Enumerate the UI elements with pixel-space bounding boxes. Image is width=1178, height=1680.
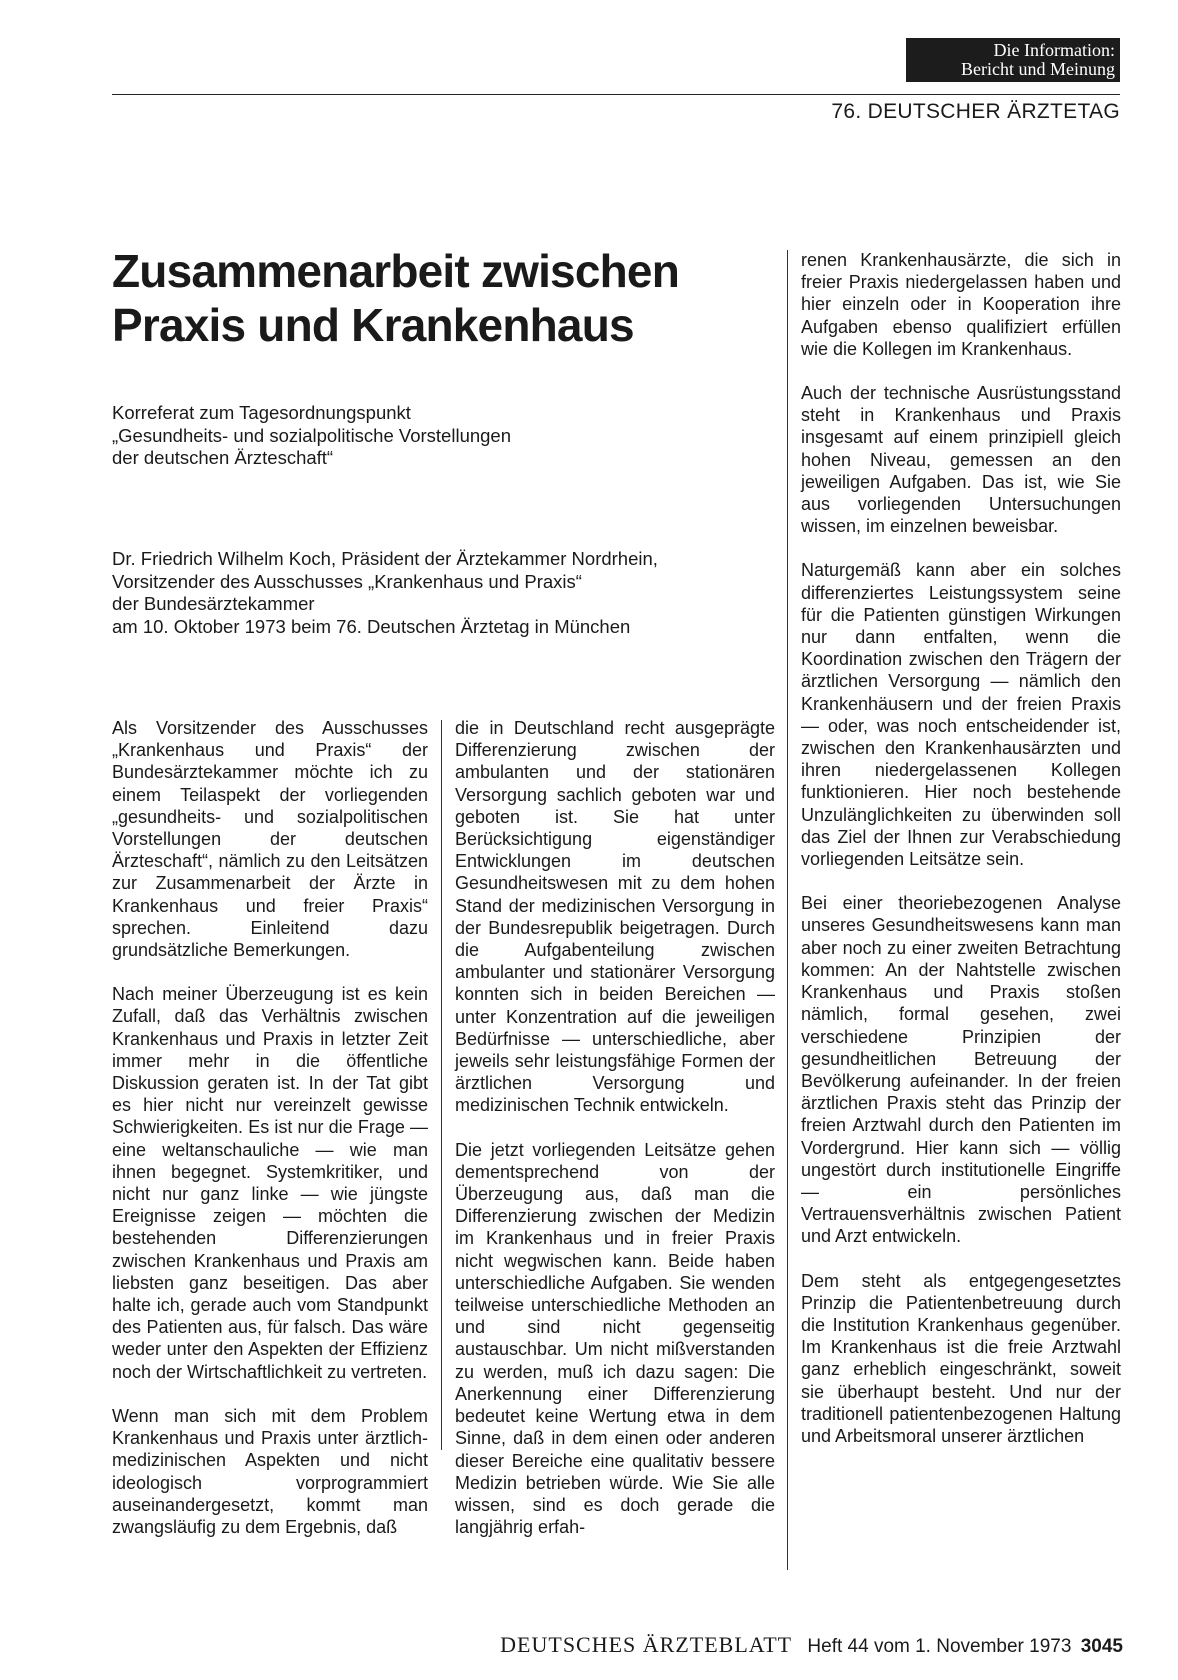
author-line: am 10. Oktober 1973 beim 76. Deutschen Ärztetag in München [112,615,631,637]
column-divider [787,250,788,1570]
paragraph: Nach meiner Überzeugung ist es kein Zufall, daß das Verhältnis zwischen Krankenhaus und Praxis in letzter Zeit immer mehr in die öffentliche Diskussion geraten ist. In der Tat gibt es hier nicht nur vereinzelt gewisse Schwierigkeiten. Es ist nur die Frage — eine weltanschauliche — wie man ihnen begegnet. Systemkritiker, und nicht nur ganz linke — wie jüngste Ereignisse zeigen — möchten die bestehenden Differenzierungen zwischen Krankenhaus und Praxis am liebsten ganz beseitigen. Das aber halte ich, gerade auch vom Standpunkt des Patienten aus, für falsch. Das wäre weder unter den Aspekten der Effizienz noch der Wirtschaftlichkeit zu vertreten. [112,984,428,1382]
paragraph: Die jetzt vorliegenden Leitsätze gehen dementsprechend von der Überzeugung aus, daß man die Differenzierung zwischen der Medizin im Krankenhaus und in freier Praxis nicht wegwischen kann. Beide haben unterschiedliche Aufgaben. Sie wenden teilweise unterschiedliche Methoden an und sind nicht gegenseitig austauschbar. Um nicht mißverstanden zu werden, muß ich dazu sagen: Die Anerkennung einer Differenzierung bedeutet keine Wertung etwa in dem Sinne, daß in dem einen oder anderen dieser Bereiche eine qualitativ bessere Medizin betrieben würde. Wie Sie alle wissen, sind es doch gerade die langjährig erfah- [455,1139,775,1538]
paragraph: Bei einer theoriebezogenen Analyse unseres Gesundheitswesens kann man aber noch zu einer zweiten Betrachtung kommen: An der Nahtstelle zwischen Krankenhaus und Praxis stoßen nämlich, formal gesehen, zwei verschiedene Prinzipien der gesundheitlichen Betreuung der Bevölkerung aufeinander. In der freien ärztlichen Praxis steht das Prinzip der freien Arztwahl durch den Patienten im Vordergrund. Hier kann sich — völlig ungestört durch institutionelle Eingriffe — ein persönliches Vertrauensverhältnis zwischen Patient und Arzt entwickeln. [801,893,1121,1247]
section-badge-line2: Bericht und Meinung [961,59,1115,79]
article-subtitle [112,402,752,470]
section-badge [906,38,1120,82]
header-rule [112,94,1120,95]
subtitle-line: Korreferat zum Tagesordnungspunkt [112,402,411,423]
page-footer [500,1632,1123,1658]
paragraph: Wenn man sich mit dem Problem Krankenhaus und Praxis unter ärztlich-medizinischen Aspekten und nicht ideologisch vorprogrammiert auseinandergesetzt, kommt man zwangsläufig zu dem Ergebnis, daß [112,1405,428,1537]
text-column-2 [455,717,775,1560]
journal-name: DEUTSCHES ÄRZTEBLATT [500,1632,793,1657]
author-info [112,548,752,638]
column-divider [441,720,442,1450]
section-badge-line1: Die Information: [993,40,1115,60]
author-line: Dr. Friedrich Wilhelm Koch, Präsident der Ärztekammer Nordrhein, [112,548,658,569]
paragraph: Naturgemäß kann aber ein solches differenziertes Leistungssystem seine für die Patienten günstigen Wirkungen nur dann entfalten, wenn die Koordination zwischen den Trägern der ärztlichen Versorgung — nämlich den Krankenhäusern und der freien Praxis — oder, was noch entscheidender ist, zwischen den Krankenhausärzten und ihren niedergelassenen Kollegen funktionieren. Hier noch bestehende Unzulänglichkeiten zu überwinden soll das Ziel der Ihnen zur Verabschiedung vorliegenden Leitsätze sein. [801,560,1121,870]
text-column-3 [801,249,1121,1469]
paragraph: Auch der technische Ausrüstungsstand steht in Krankenhaus und Praxis insgesamt auf einem prinzipiell gleich hohen Niveau, gemessen an den jeweiligen Aufgaben. Das ist, wie Sie aus vorliegenden Untersuchungen wissen, im einzelnen beweisbar. [801,383,1121,537]
page-number: 3045 [1080,1636,1123,1657]
author-line: Vorsitzender des Ausschusses „Krankenhaus und Praxis“ [112,570,582,592]
article-title [112,244,732,352]
title-line-1: Zusammenarbeit zwischen [112,245,679,297]
title-line-2: Praxis und Krankenhaus [112,299,634,351]
paragraph: die in Deutschland recht ausgeprägte Differenzierung zwischen der ambulanten und der stationären Versorgung sachlich geboten war und geboten ist. Sie hat unter Berücksichtigung eigenständiger Entwicklungen im deutschen Gesundheitswesen mit zu dem hohen Stand der medizinischen Versorgung in der Bundesrepublik beigetragen. Durch die Aufgabenteilung zwischen ambulanter und stationärer Versorgung konnten sich in beiden Bereichen — unter Konzentration auf die jeweiligen Bedürfnisse — unterschiedliche, aber jeweils sehr leistungsfähige Formen der ärztlichen Versorgung und medizinischen Technik entwickeln. [455,718,775,1116]
paragraph: Dem steht als entgegengesetztes Prinzip die Patientenbetreuung durch die Institution Krankenhaus gegenüber. Im Krankenhaus ist die freie Arztwahl ganz erheblich eingeschränkt, soweit sie überhaupt besteht. Und nur der traditionell patientenbezogenen Haltung und Arbeitsmoral unserer ärztlichen [801,1270,1121,1446]
paragraph: renen Krankenhausärzte, die sich in freier Praxis niedergelassen haben und hier einzeln oder in Kooperation ihre Aufgaben ebenso qualifiziert erfüllen wie die Kollegen im Krankenhaus. [801,250,1121,359]
paragraph: Als Vorsitzender des Ausschusses „Krankenhaus und Praxis“ der Bundesärztekammer möchte ich zu einem Teilaspekt der vorliegenden „gesundheits- und sozialpolitischen Vorstellungen der deutschen Ärzteschaft“, nämlich zu den Leitsätzen zur Zusammenarbeit der Ärzte in Krankenhaus und freier Praxis“ sprechen. Einleitend dazu grundsätzliche Bemerkungen. [112,718,428,961]
congress-label: 76. DEUTSCHER ÄRZTETAG [831,100,1120,123]
author-line: der Bundesärztekammer [112,593,315,614]
subtitle-line: „Gesundheits- und sozialpolitische Vorstellungen [112,424,512,446]
issue-info: Heft 44 vom 1. November 1973 [807,1636,1072,1657]
text-column-1 [112,717,428,1560]
subtitle-line: der deutschen Ärzteschaft“ [112,447,334,468]
